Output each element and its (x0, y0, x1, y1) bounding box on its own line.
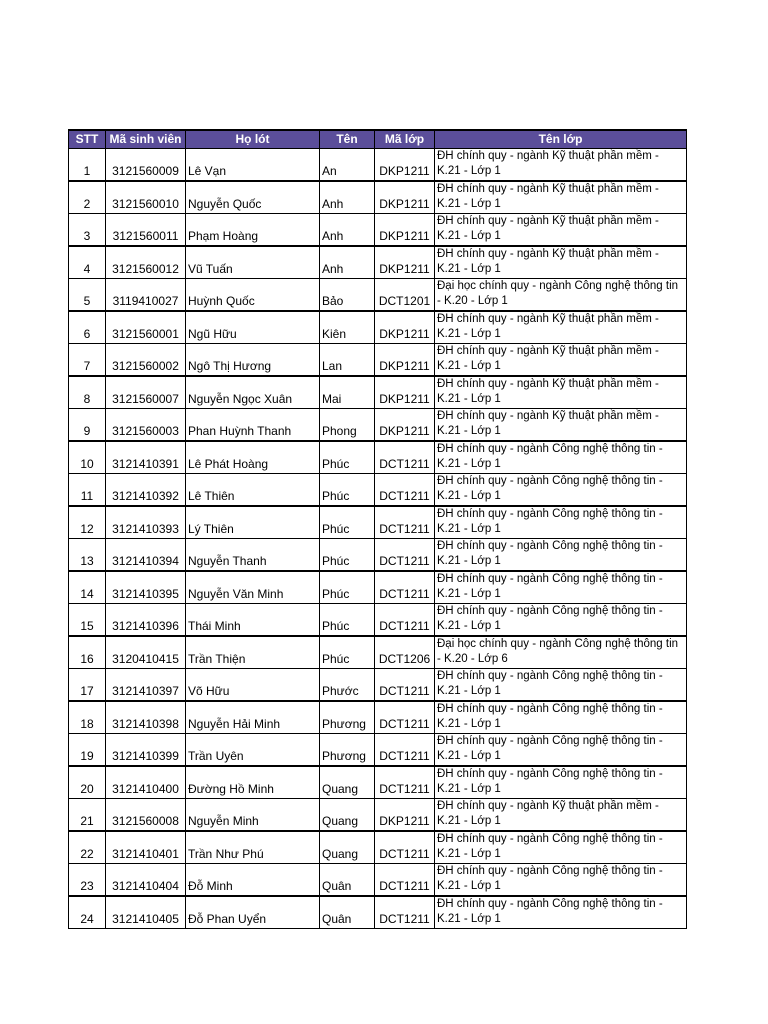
cell-stt: 16 (69, 636, 106, 669)
cell-student-id: 3121560001 (106, 311, 186, 344)
cell-student-id: 3121410405 (106, 896, 186, 929)
cell-last-middle-name: Đỗ Minh (186, 864, 320, 897)
cell-class-name: Đại học chính quy - ngành Công nghệ thông tin - K.20 - Lớp 6 (435, 636, 687, 669)
cell-class-code: DCT1211 (375, 474, 435, 507)
cell-first-name: Quang (320, 799, 375, 832)
student-table (68, 129, 687, 929)
cell-first-name: Phúc (320, 636, 375, 669)
cell-class-code: DCT1211 (375, 506, 435, 539)
cell-stt: 22 (69, 831, 106, 864)
cell-last-middle-name: Lê Phát Hoàng (186, 441, 320, 474)
cell-last-middle-name: Nguyễn Ngọc Xuân (186, 376, 320, 409)
cell-first-name: Phương (320, 701, 375, 734)
cell-first-name: Quang (320, 831, 375, 864)
cell-student-id: 3120410415 (106, 636, 186, 669)
cell-last-middle-name: Trần Như Phú (186, 831, 320, 864)
cell-class-name: ĐH chính quy - ngành Kỹ thuật phần mềm - K.21 - Lớp 1 (435, 246, 687, 279)
header-stt: STT (69, 130, 106, 149)
table-row (69, 246, 687, 279)
cell-last-middle-name: Võ Hữu (186, 669, 320, 702)
cell-class-code: DKP1211 (375, 214, 435, 247)
cell-stt: 3 (69, 214, 106, 247)
cell-student-id: 3121410393 (106, 506, 186, 539)
cell-first-name: Phương (320, 734, 375, 767)
table-row (69, 311, 687, 344)
cell-first-name: Anh (320, 246, 375, 279)
cell-class-name: ĐH chính quy - ngành Kỹ thuật phần mềm - K.21 - Lớp 1 (435, 376, 687, 409)
table-header-row (69, 130, 687, 149)
cell-student-id: 3121410396 (106, 604, 186, 637)
cell-first-name: Anh (320, 214, 375, 247)
cell-stt: 10 (69, 441, 106, 474)
cell-class-name: ĐH chính quy - ngành Công nghệ thông tin - K.21 - Lớp 1 (435, 604, 687, 637)
cell-last-middle-name: Nguyễn Minh (186, 799, 320, 832)
cell-class-name: ĐH chính quy - ngành Công nghệ thông tin - K.21 - Lớp 1 (435, 734, 687, 767)
table-row (69, 344, 687, 377)
cell-first-name: Phúc (320, 539, 375, 572)
cell-class-name: ĐH chính quy - ngành Công nghệ thông tin - K.21 - Lớp 1 (435, 539, 687, 572)
table-row (69, 701, 687, 734)
cell-stt: 5 (69, 279, 106, 312)
cell-student-id: 3121410394 (106, 539, 186, 572)
cell-class-name: ĐH chính quy - ngành Công nghệ thông tin - K.21 - Lớp 1 (435, 831, 687, 864)
cell-class-code: DCT1211 (375, 734, 435, 767)
cell-student-id: 3121410399 (106, 734, 186, 767)
cell-first-name: Quang (320, 766, 375, 799)
cell-stt: 19 (69, 734, 106, 767)
cell-class-code: DCT1211 (375, 441, 435, 474)
cell-class-name: ĐH chính quy - ngành Kỹ thuật phần mềm - K.21 - Lớp 1 (435, 409, 687, 442)
cell-class-code: DCT1211 (375, 831, 435, 864)
cell-class-name: ĐH chính quy - ngành Công nghệ thông tin - K.21 - Lớp 1 (435, 701, 687, 734)
table-row (69, 604, 687, 637)
cell-class-name: ĐH chính quy - ngành Kỹ thuật phần mềm - K.21 - Lớp 1 (435, 214, 687, 247)
table-row (69, 441, 687, 474)
table-row (69, 571, 687, 604)
cell-class-code: DCT1211 (375, 766, 435, 799)
cell-first-name: An (320, 149, 375, 182)
cell-student-id: 3121410395 (106, 571, 186, 604)
cell-class-code: DCT1211 (375, 701, 435, 734)
table-row (69, 149, 687, 182)
table-row (69, 896, 687, 929)
cell-class-code: DKP1211 (375, 311, 435, 344)
cell-student-id: 3121560011 (106, 214, 186, 247)
table-row (69, 539, 687, 572)
cell-student-id: 3121410404 (106, 864, 186, 897)
cell-student-id: 3121560010 (106, 181, 186, 214)
cell-class-name: ĐH chính quy - ngành Kỹ thuật phần mềm - K.21 - Lớp 1 (435, 344, 687, 377)
cell-first-name: Phúc (320, 506, 375, 539)
table-row (69, 636, 687, 669)
cell-first-name: Anh (320, 181, 375, 214)
cell-last-middle-name: Phạm Hoàng (186, 214, 320, 247)
header-class-code: Mã lớp (375, 130, 435, 149)
cell-student-id: 3121560008 (106, 799, 186, 832)
cell-class-name: ĐH chính quy - ngành Kỹ thuật phần mềm - K.21 - Lớp 1 (435, 799, 687, 832)
cell-first-name: Kiên (320, 311, 375, 344)
cell-student-id: 3121410400 (106, 766, 186, 799)
cell-stt: 2 (69, 181, 106, 214)
cell-last-middle-name: Vũ Tuấn (186, 246, 320, 279)
cell-last-middle-name: Nguyễn Quốc (186, 181, 320, 214)
cell-student-id: 3121560002 (106, 344, 186, 377)
table-row (69, 279, 687, 312)
cell-class-name: ĐH chính quy - ngành Công nghệ thông tin - K.21 - Lớp 1 (435, 506, 687, 539)
cell-class-name: ĐH chính quy - ngành Công nghệ thông tin - K.21 - Lớp 1 (435, 766, 687, 799)
cell-class-code: DKP1211 (375, 344, 435, 377)
cell-stt: 23 (69, 864, 106, 897)
cell-student-id: 3121410392 (106, 474, 186, 507)
cell-class-code: DCT1201 (375, 279, 435, 312)
cell-class-code: DCT1211 (375, 864, 435, 897)
cell-student-id: 3121410391 (106, 441, 186, 474)
cell-class-name: ĐH chính quy - ngành Kỹ thuật phần mềm - K.21 - Lớp 1 (435, 311, 687, 344)
cell-first-name: Phước (320, 669, 375, 702)
cell-first-name: Quân (320, 864, 375, 897)
cell-class-code: DCT1211 (375, 539, 435, 572)
header-class-name: Tên lớp (435, 130, 687, 149)
cell-stt: 7 (69, 344, 106, 377)
cell-class-code: DCT1211 (375, 669, 435, 702)
cell-student-id: 3121560012 (106, 246, 186, 279)
header-student-id: Mã sinh viên (106, 130, 186, 149)
cell-first-name: Phúc (320, 474, 375, 507)
table-row (69, 181, 687, 214)
cell-stt: 1 (69, 149, 106, 182)
cell-stt: 8 (69, 376, 106, 409)
cell-class-code: DCT1211 (375, 896, 435, 929)
cell-class-name: ĐH chính quy - ngành Công nghệ thông tin - K.21 - Lớp 1 (435, 571, 687, 604)
cell-stt: 13 (69, 539, 106, 572)
cell-class-code: DKP1211 (375, 149, 435, 182)
cell-student-id: 3121560007 (106, 376, 186, 409)
cell-last-middle-name: Phan Huỳnh Thanh (186, 409, 320, 442)
cell-last-middle-name: Ngũ Hữu (186, 311, 320, 344)
cell-last-middle-name: Lê Vạn (186, 149, 320, 182)
cell-last-middle-name: Ngô Thị Hương (186, 344, 320, 377)
cell-stt: 24 (69, 896, 106, 929)
cell-stt: 21 (69, 799, 106, 832)
cell-class-name: ĐH chính quy - ngành Kỹ thuật phần mềm - K.21 - Lớp 1 (435, 149, 687, 182)
cell-first-name: Mai (320, 376, 375, 409)
cell-last-middle-name: Huỳnh Quốc (186, 279, 320, 312)
cell-last-middle-name: Nguyễn Thanh (186, 539, 320, 572)
table-row (69, 864, 687, 897)
table-row (69, 409, 687, 442)
table-row (69, 734, 687, 767)
cell-stt: 11 (69, 474, 106, 507)
table-row (69, 799, 687, 832)
cell-stt: 4 (69, 246, 106, 279)
cell-student-id: 3119410027 (106, 279, 186, 312)
table-row (69, 376, 687, 409)
cell-last-middle-name: Trần Thiện (186, 636, 320, 669)
cell-class-name: ĐH chính quy - ngành Công nghệ thông tin - K.21 - Lớp 1 (435, 896, 687, 929)
cell-class-name: ĐH chính quy - ngành Công nghệ thông tin - K.21 - Lớp 1 (435, 669, 687, 702)
cell-student-id: 3121410397 (106, 669, 186, 702)
cell-class-code: DCT1211 (375, 604, 435, 637)
cell-class-code: DCT1211 (375, 571, 435, 604)
cell-first-name: Lan (320, 344, 375, 377)
table-row (69, 506, 687, 539)
cell-class-code: DKP1211 (375, 181, 435, 214)
header-last-middle-name: Họ lót (186, 130, 320, 149)
cell-class-name: ĐH chính quy - ngành Công nghệ thông tin - K.21 - Lớp 1 (435, 864, 687, 897)
cell-student-id: 3121410398 (106, 701, 186, 734)
cell-stt: 17 (69, 669, 106, 702)
cell-last-middle-name: Đường Hồ Minh (186, 766, 320, 799)
cell-last-middle-name: Lý Thiên (186, 506, 320, 539)
cell-class-name: ĐH chính quy - ngành Kỹ thuật phần mềm - K.21 - Lớp 1 (435, 181, 687, 214)
table-row (69, 214, 687, 247)
cell-class-name: ĐH chính quy - ngành Công nghệ thông tin - K.21 - Lớp 1 (435, 474, 687, 507)
header-first-name: Tên (320, 130, 375, 149)
cell-last-middle-name: Trần Uyên (186, 734, 320, 767)
table-row (69, 831, 687, 864)
cell-first-name: Phúc (320, 441, 375, 474)
cell-stt: 18 (69, 701, 106, 734)
cell-stt: 15 (69, 604, 106, 637)
cell-stt: 20 (69, 766, 106, 799)
cell-student-id: 3121560009 (106, 149, 186, 182)
cell-first-name: Phúc (320, 604, 375, 637)
cell-class-name: Đại học chính quy - ngành Công nghệ thông tin - K.20 - Lớp 1 (435, 279, 687, 312)
cell-last-middle-name: Nguyễn Văn Minh (186, 571, 320, 604)
cell-student-id: 3121560003 (106, 409, 186, 442)
cell-class-code: DKP1211 (375, 409, 435, 442)
cell-student-id: 3121410401 (106, 831, 186, 864)
cell-stt: 14 (69, 571, 106, 604)
cell-last-middle-name: Nguyễn Hải Minh (186, 701, 320, 734)
cell-class-name: ĐH chính quy - ngành Công nghệ thông tin - K.21 - Lớp 1 (435, 441, 687, 474)
cell-class-code: DCT1206 (375, 636, 435, 669)
cell-stt: 6 (69, 311, 106, 344)
cell-class-code: DKP1211 (375, 376, 435, 409)
table-row (69, 766, 687, 799)
cell-class-code: DKP1211 (375, 799, 435, 832)
cell-stt: 12 (69, 506, 106, 539)
cell-last-middle-name: Thái Minh (186, 604, 320, 637)
cell-stt: 9 (69, 409, 106, 442)
cell-first-name: Quân (320, 896, 375, 929)
cell-first-name: Phúc (320, 571, 375, 604)
cell-first-name: Phong (320, 409, 375, 442)
table-row (69, 669, 687, 702)
table-row (69, 474, 687, 507)
cell-last-middle-name: Lê Thiên (186, 474, 320, 507)
cell-last-middle-name: Đỗ Phan Uyển (186, 896, 320, 929)
cell-first-name: Bảo (320, 279, 375, 312)
cell-class-code: DKP1211 (375, 246, 435, 279)
